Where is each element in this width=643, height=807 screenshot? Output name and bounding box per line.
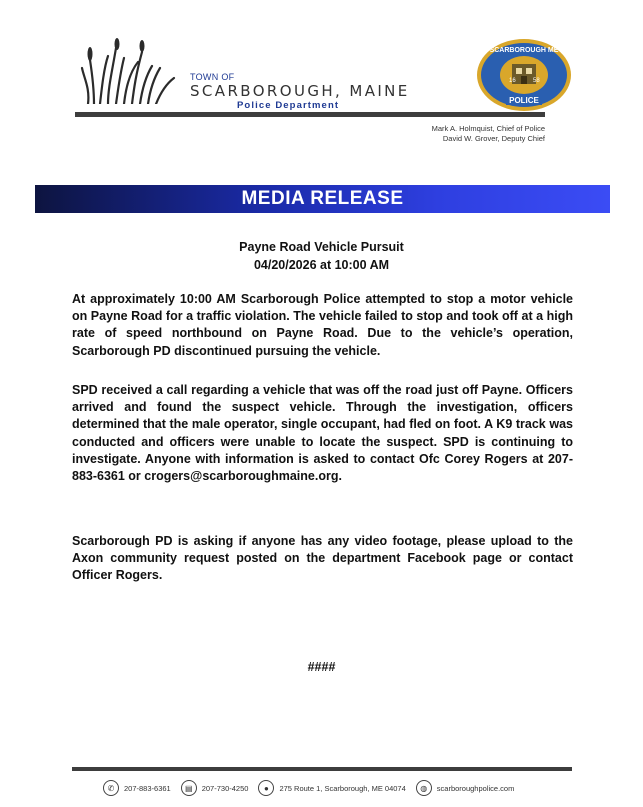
footer-address-item	[258, 780, 405, 796]
footer-phone-item	[103, 780, 171, 796]
phone-icon: ✆	[103, 780, 119, 796]
footer-address: 275 Route 1, Scarborough, ME 04074	[279, 783, 406, 793]
header-divider	[75, 112, 545, 117]
cattail-logo-icon	[80, 38, 180, 104]
badge-bottom-text: POLICE	[509, 96, 539, 105]
footer-website-item[interactable]	[416, 780, 515, 796]
deputy-name: David W. Grover, Deputy Chief	[442, 134, 545, 143]
release-paragraph: Scarborough PD is asking if anyone has any video footage, please upload to the Axon community request posted on the department Facebook page or contact Officer Rogers.	[72, 534, 573, 583]
footer-fax-item	[181, 780, 249, 796]
town-name: SCARBOROUGH, MAINE	[190, 82, 410, 100]
location-pin-icon: ●	[258, 780, 274, 796]
badge-year-right: 58	[533, 78, 540, 84]
footer-fax: 207-730-4250	[201, 783, 249, 793]
footer-phone: 207-883-6361	[124, 783, 171, 793]
end-mark: ####	[307, 660, 336, 674]
release-title-block	[0, 238, 643, 274]
badge-top-text: SCARBOROUGH ME	[489, 47, 559, 54]
release-title: Payne Road Vehicle Pursuit	[239, 240, 404, 254]
release-paragraph: SPD received a call regarding a vehicle that was off the road just off Payne. Officers arrived and found the suspect vehicle. Through the investigation, officers determined that the male operator, single occupant, had fled on foot. A K9 track was conducted and officers were unable to locate the suspect. SPD is continuing to investigate. Anyone with information is asked to contact Ofc Corey Rogers at 207-883-6361 or crogers@scarboroughmaine.org.	[72, 383, 573, 484]
town-name-block	[190, 72, 410, 100]
globe-icon: ◍	[416, 780, 432, 796]
release-datetime: 04/20/2026 at 10:00 AM	[253, 258, 390, 272]
police-badge-icon	[476, 38, 572, 112]
footer-divider	[72, 767, 572, 771]
chief-name: Mark A. Holmquist, Chief of Police	[431, 124, 545, 133]
badge-year-left: 16	[509, 78, 516, 84]
department-name: Police Department	[237, 100, 340, 111]
media-release-banner: MEDIA RELEASE	[35, 185, 610, 213]
fax-icon: ▤	[181, 780, 197, 796]
town-prefix: TOWN OF	[190, 72, 235, 82]
footer-contact	[103, 780, 524, 796]
footer-website[interactable]: scarboroughpolice.com	[436, 783, 515, 793]
officials-block	[432, 124, 545, 144]
release-paragraph: At approximately 10:00 AM Scarborough Police attempted to stop a motor vehicle on Payne Road for a traffic violation. The vehicle failed to stop and took off at a high rate of speed northbound on Payne Road. Due to the vehicle’s operation, Scarborough PD discontinued pursuing the vehicle.	[72, 292, 573, 358]
